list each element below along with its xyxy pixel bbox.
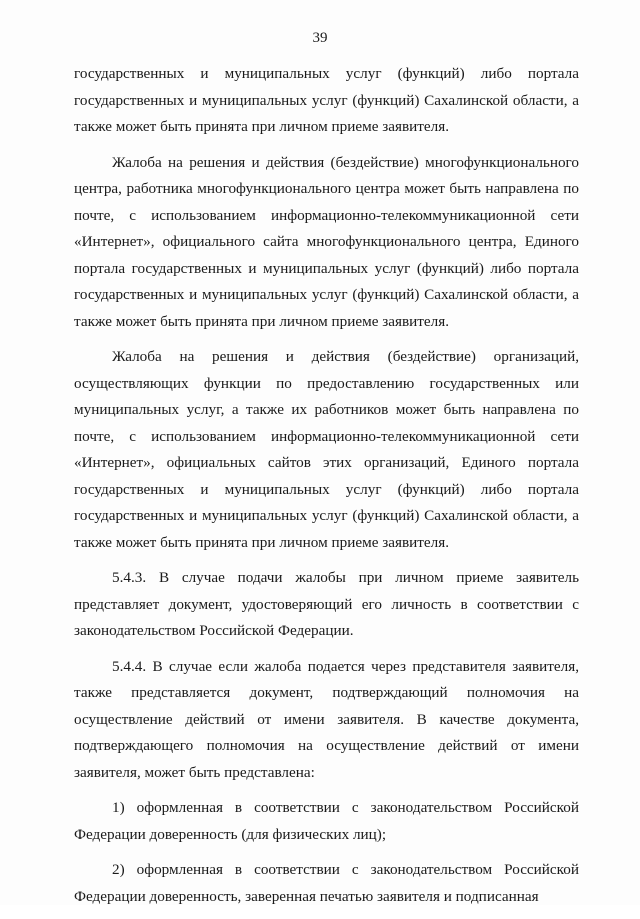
list-item-2: 2) оформленная в соответствии с законодательством Российской Федерации доверенность, заверенная печатью заявителя и подписанная: [74, 861, 579, 905]
paragraph-5-4-3: 5.4.3. В случае подачи жалобы при личном приеме заявитель представляет документ, удостоверяющий его личность в соответствии с законодательством Российской Федерации.: [74, 569, 579, 639]
list-item-1: 1) оформленная в соответствии с законодательством Российской Федерации доверенность (для физических лиц);: [74, 799, 579, 843]
paragraph-mfc-complaint: Жалоба на решения и действия (бездействие) многофункционального центра, работника многофункционального центра может быть направлена по почте, с использованием информационно-телекоммуникационной сети «Интернет», официального сайта многофункционального центра, Единого портала государственных и муниципальных услуг (функций) либо портала государственных и муниципальных услуг (функций) Сахалинской области, а также может быть принята при личном приеме заявителя.: [74, 153, 579, 330]
paragraph-5-4-4: 5.4.4. В случае если жалоба подается через представителя заявителя, также представляется документ, подтверждающий полномочия на осуществление действий от имени заявителя. В качестве документа, подтверждающего полномочия на осуществление действий от имени заявителя, может быть представлена:: [74, 657, 579, 781]
paragraph-continuation: государственных и муниципальных услуг (функций) либо портала государственных и муниципальных услуг (функций) Сахалинской области, а также может быть принята при личном приеме заявителя.: [74, 65, 579, 135]
document-body: [74, 61, 579, 919]
paragraph-organizations-complaint: Жалоба на решения и действия (бездействие) организаций, осуществляющих функции по предоставлению государственных или муниципальных услуг, а также их работников может быть направлена по почте, с использованием информационно-телекоммуникационной сети «Интернет», официальных сайтов этих организаций, Единого портала государственных и муниципальных услуг (функций) либо портала государственных и муниципальных услуг (функций) Сахалинской области, а также может быть принята при личном приеме заявителя.: [74, 348, 579, 551]
page-number: 39: [312, 30, 328, 46]
